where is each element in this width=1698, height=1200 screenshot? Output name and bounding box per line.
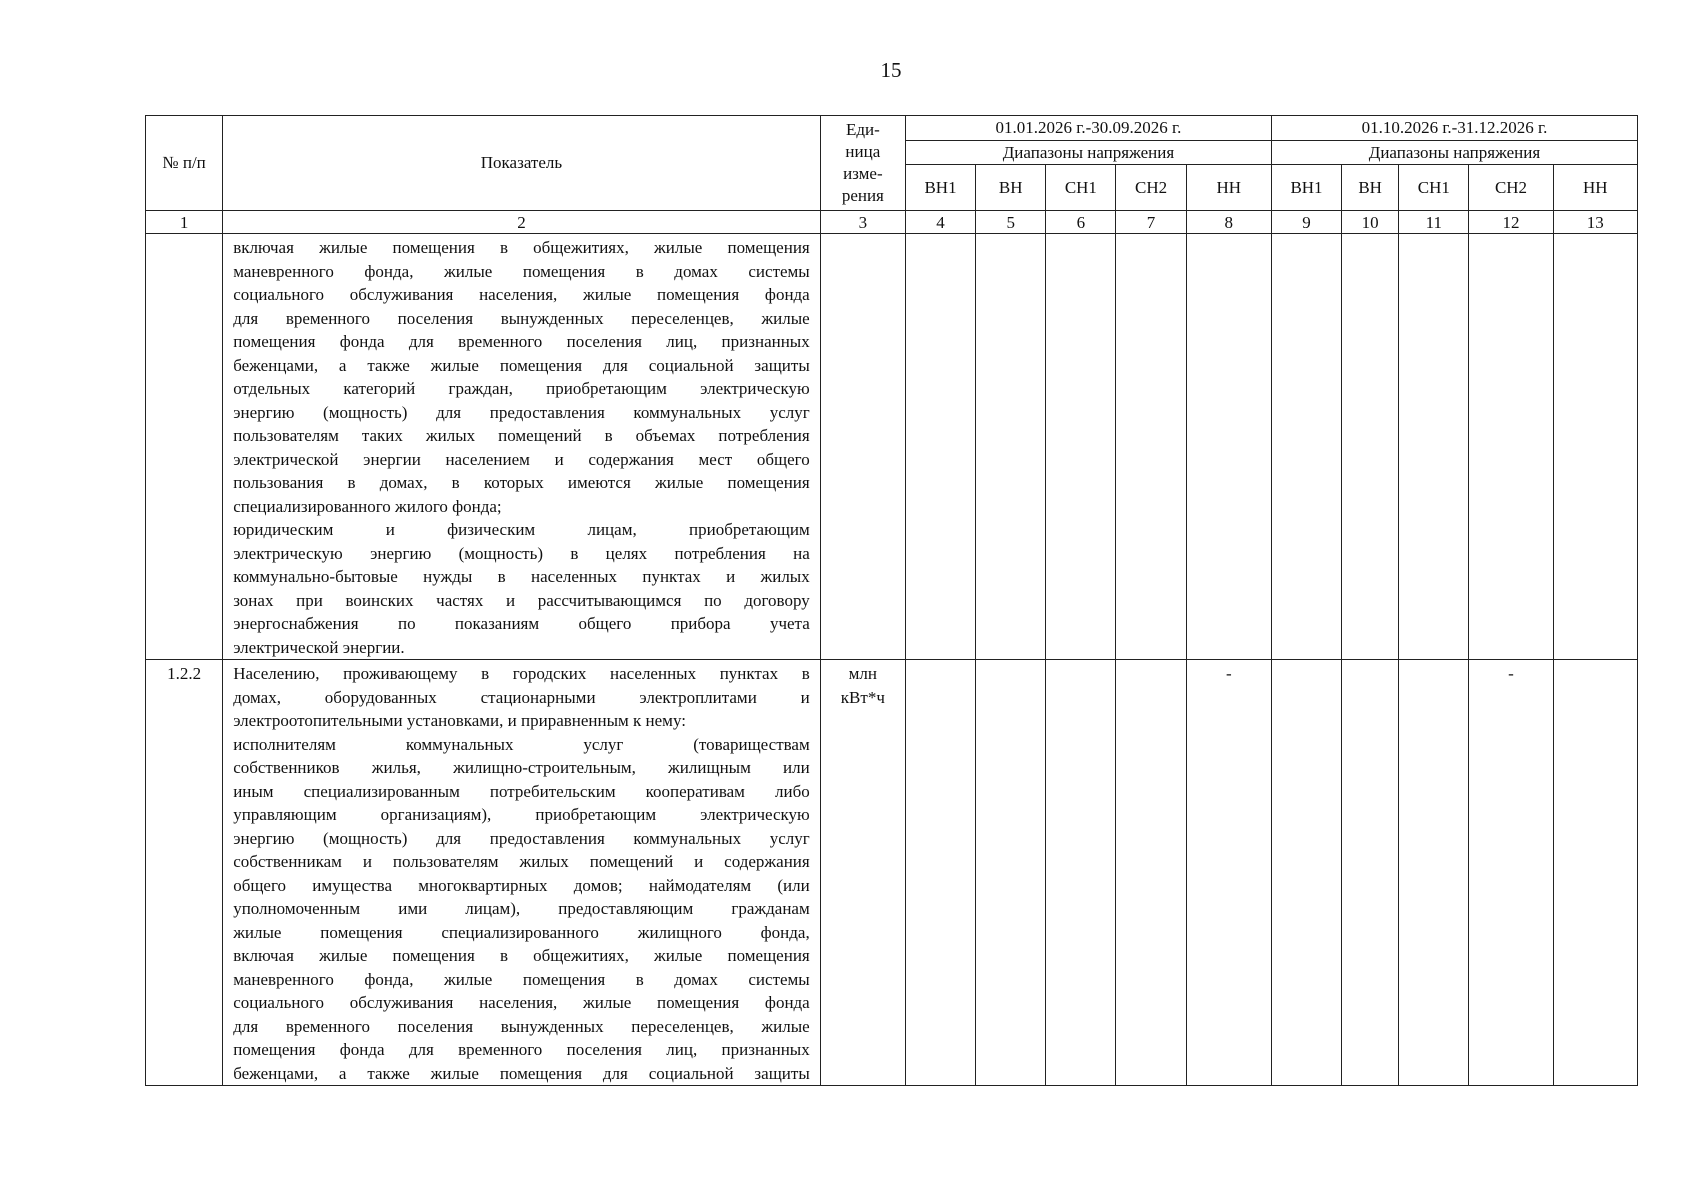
header-ranges-1: Диапазоны напряжения bbox=[905, 140, 1271, 165]
value-cell bbox=[1271, 660, 1341, 1086]
value-cell bbox=[976, 660, 1046, 1086]
column-index: 8 bbox=[1186, 211, 1271, 234]
column-index: 10 bbox=[1342, 211, 1399, 234]
table-row bbox=[146, 234, 1638, 660]
text-line: маневренного фонда, жилые помещения в домах системы bbox=[233, 261, 810, 281]
voltage-header: ВН bbox=[1342, 165, 1399, 211]
column-index: 3 bbox=[820, 211, 905, 234]
column-index: 4 bbox=[905, 211, 975, 234]
value-cell bbox=[1116, 660, 1186, 1086]
row-number: 1.2.2 bbox=[146, 660, 223, 1086]
voltage-header: СН1 bbox=[1046, 165, 1116, 211]
row-indicator-text bbox=[223, 234, 821, 660]
text-line: маневренного фонда, жилые помещения в домах системы bbox=[233, 969, 810, 989]
value-cell bbox=[1399, 234, 1469, 660]
column-index: 12 bbox=[1469, 211, 1553, 234]
row-number bbox=[146, 234, 223, 660]
value-cell bbox=[1553, 660, 1637, 1086]
text-line: отдельных категорий граждан, приобретающим электрическую bbox=[233, 379, 810, 398]
column-index: 5 bbox=[976, 211, 1046, 234]
value-cell: - bbox=[1186, 660, 1271, 1086]
text-line: исполнителям коммунальных услуг (товариществам bbox=[233, 734, 810, 754]
text-line: социального обслуживания населения, жилые помещения фонда bbox=[233, 285, 810, 304]
header-period-1: 01.01.2026 г.-30.09.2026 г. bbox=[905, 116, 1271, 141]
text-line: беженцами, а также жилые помещения для социальной защиты bbox=[233, 1063, 810, 1083]
voltage-header: СН1 bbox=[1399, 165, 1469, 211]
voltage-header: ВН bbox=[976, 165, 1046, 211]
voltage-header: НН bbox=[1186, 165, 1271, 211]
row-unit-line: млн bbox=[848, 664, 878, 683]
text-line: беженцами, а также жилые помещения для социальной защиты bbox=[233, 355, 810, 375]
text-line: включая жилые помещения в общежитиях, жилые помещения bbox=[233, 238, 810, 257]
value-cell bbox=[1342, 234, 1399, 660]
header-period-2: 01.10.2026 г.-31.12.2026 г. bbox=[1271, 116, 1637, 141]
text-line: домах, оборудованных стационарными электроплитами и bbox=[233, 687, 810, 707]
text-line: пользования в домах, в которых имеются жилые помещения bbox=[233, 473, 810, 492]
text-line: зонах при воинских частях и рассчитывающимся по договору bbox=[233, 590, 810, 610]
text-line: для временного поселения вынужденных переселенцев, жилые bbox=[233, 1016, 810, 1036]
voltage-header: ВН1 bbox=[905, 165, 975, 211]
text-line: электроотопительными установками, и приравненным к нему: bbox=[233, 711, 686, 730]
header-unit bbox=[820, 116, 905, 211]
header-unit-line: рения bbox=[841, 186, 884, 205]
value-cell bbox=[1469, 234, 1553, 660]
text-line: энергию (мощность) для предоставления коммунальных услуг bbox=[233, 828, 810, 848]
row-unit-line: кВт*ч bbox=[840, 687, 885, 707]
header-num: № п/п bbox=[146, 116, 223, 211]
text-line: электрической энергии населением и содержания мест общего bbox=[233, 449, 810, 469]
row-unit bbox=[820, 660, 905, 1086]
value-cell bbox=[1046, 660, 1116, 1086]
voltage-header: ВН1 bbox=[1271, 165, 1341, 211]
value-cell bbox=[1186, 234, 1271, 660]
row-indicator-text bbox=[223, 660, 821, 1086]
table-row bbox=[146, 660, 1638, 1086]
column-index: 2 bbox=[223, 211, 821, 234]
text-line: иным специализированным потребительским кооперативам либо bbox=[233, 781, 810, 801]
text-line: помещения фонда для временного поселения лиц, признанных bbox=[233, 1040, 810, 1059]
value-cell bbox=[1116, 234, 1186, 660]
text-line: юридическим и физическим лицам, приобретающим bbox=[233, 520, 810, 539]
value-cell bbox=[976, 234, 1046, 660]
column-index: 9 bbox=[1271, 211, 1341, 234]
text-line: включая жилые помещения в общежитиях, жилые помещения bbox=[233, 946, 810, 965]
header-unit-line: ница bbox=[845, 142, 881, 161]
tariff-table bbox=[145, 115, 1638, 1086]
value-cell bbox=[1046, 234, 1116, 660]
value-cell bbox=[905, 660, 975, 1086]
text-line: Населению, проживающему в городских населенных пунктах в bbox=[233, 664, 810, 683]
value-cell bbox=[1399, 660, 1469, 1086]
row-unit bbox=[820, 234, 905, 660]
header-unit-line: Еди- bbox=[845, 120, 880, 139]
value-cell bbox=[905, 234, 975, 660]
voltage-header: НН bbox=[1553, 165, 1637, 211]
column-index: 1 bbox=[146, 211, 223, 234]
text-line: управляющим организациям), приобретающим электрическую bbox=[233, 805, 810, 824]
page-number: 15 bbox=[880, 58, 902, 82]
header-unit-line: изме- bbox=[843, 164, 883, 183]
text-line: собственникам и пользователям жилых помещений и содержания bbox=[233, 852, 810, 871]
value-cell bbox=[1271, 234, 1341, 660]
text-line: энергоснабжения по показаниям общего прибора учета bbox=[233, 614, 810, 633]
value-cell: - bbox=[1469, 660, 1553, 1086]
text-line: уполномоченным ими лицам), предоставляющим гражданам bbox=[233, 899, 810, 918]
text-line: собственников жилья, жилищно-строительным, жилищным или bbox=[233, 758, 810, 777]
value-cell bbox=[1553, 234, 1637, 660]
column-index: 11 bbox=[1399, 211, 1469, 234]
text-line: электрической энергии. bbox=[233, 637, 405, 657]
text-line: жилые помещения специализированного жилищного фонда, bbox=[233, 922, 810, 942]
text-line: пользователям таких жилых помещений в объемах потребления bbox=[233, 426, 810, 445]
text-line: электрическую энергию (мощность) в целях потребления на bbox=[233, 543, 810, 563]
column-index: 7 bbox=[1116, 211, 1186, 234]
text-line: специализированного жилого фонда; bbox=[233, 496, 502, 516]
text-line: энергию (мощность) для предоставления коммунальных услуг bbox=[233, 402, 810, 422]
text-line: социального обслуживания населения, жилые помещения фонда bbox=[233, 993, 810, 1012]
voltage-header: СН2 bbox=[1469, 165, 1553, 211]
value-cell bbox=[1342, 660, 1399, 1086]
header-ranges-2: Диапазоны напряжения bbox=[1271, 140, 1637, 165]
text-line: для временного поселения вынужденных переселенцев, жилые bbox=[233, 308, 810, 328]
voltage-header: СН2 bbox=[1116, 165, 1186, 211]
text-line: общего имущества многоквартирных домов; наймодателям (или bbox=[233, 875, 810, 895]
header-indicator: Показатель bbox=[223, 116, 821, 211]
column-index: 6 bbox=[1046, 211, 1116, 234]
text-line: коммунально-бытовые нужды в населенных пунктах и жилых bbox=[233, 567, 810, 586]
column-index: 13 bbox=[1553, 211, 1637, 234]
text-line: помещения фонда для временного поселения лиц, признанных bbox=[233, 332, 810, 351]
